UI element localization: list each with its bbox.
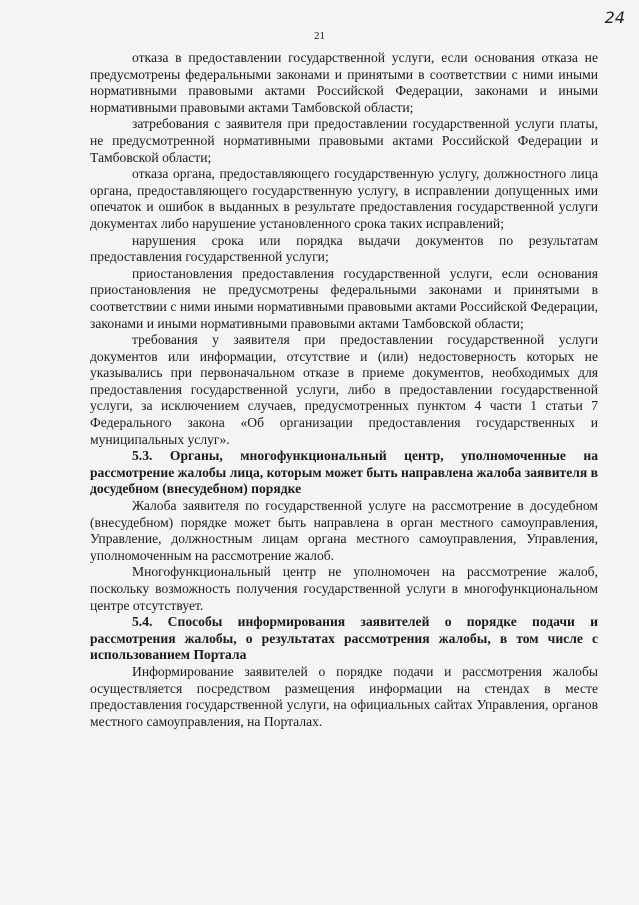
page-number: 21 [314,30,325,42]
section-heading-5-4: 5.4. Способы информирования заявителей о порядке подачи и рассмотрения жалобы, о результатах рассмотрения жалобы, в том числе с использованием Портала [90,614,598,663]
paragraph: Информирование заявителей о порядке подачи и рассмотрения жалобы осуществляется посредством размещения информации на стендах в месте предоставления государственной услуги, на официальных сайтах Управления, органов местного самоуправления, на Порталах. [90,663,598,729]
paragraph: приостановления предоставления государственной услуги, если основания приостановления не предусмотрены федеральными законами и принятыми в соответствии с ними иными нормативными правовыми актами Российской Федерации, законами и иными нормативными правовыми актами Тамбовской области; [90,265,598,331]
document-body [90,50,598,730]
paragraph: отказа органа, предоставляющего государственную услугу, должностного лица органа, предоставляющего государственную услугу, в исправлении допущенных ими опечаток и ошибок в выданных в результате предоставления государственной услуги документах либо нарушение установленного срока таких исправлений; [90,166,598,231]
paragraph: Многофункциональный центр не уполномочен на рассмотрение жалоб, поскольку возможность получения государственной услуги в многофункциональном центре отсутствует. [90,564,598,613]
paragraph: требования у заявителя при предоставлении государственной услуги документов или информации, отсутствие и (или) недостоверность которых не указывались при первоначальном отказе в приеме документов, необходимых для предоставления государственной услуги, либо в предоставлении государственной услуги, за исключением случаев, предусмотренных пунктом 4 части 1 статьи 7 Федерального закона «Об организации предоставления государственных и муниципальных услуг». [90,332,598,447]
section-heading-5-3: 5.3. Органы, многофункциональный центр, уполномоченные на рассмотрение жалобы лица, которым может быть направлена жалоба заявителя в досудебном (внесудебном) порядке [90,448,598,497]
paragraph: нарушения срока или порядка выдачи документов по результатам предоставления государственной услуги; [90,232,598,265]
paragraph: отказа в предоставлении государственной услуги, если основания отказа не предусмотрены федеральными законами и принятыми в соответствии с ними иными нормативными правовыми актами Российской Федерации, законами и иными нормативными правовыми актами Тамбовской области; [90,50,598,115]
paragraph: Жалоба заявителя по государственной услуге на рассмотрение в досудебном (внесудебном) порядке может быть направлена в орган местного самоуправления, Управление, должностным лицам органа местного самоуправления, Управления, уполномоченным на рассмотрение жалоб. [90,498,598,563]
handwritten-page-mark: 24 [604,8,625,27]
paragraph: затребования с заявителя при предоставлении государственной услуги платы, не предусмотренной нормативными правовыми актами Российской Федерации и Тамбовской области; [90,116,598,165]
